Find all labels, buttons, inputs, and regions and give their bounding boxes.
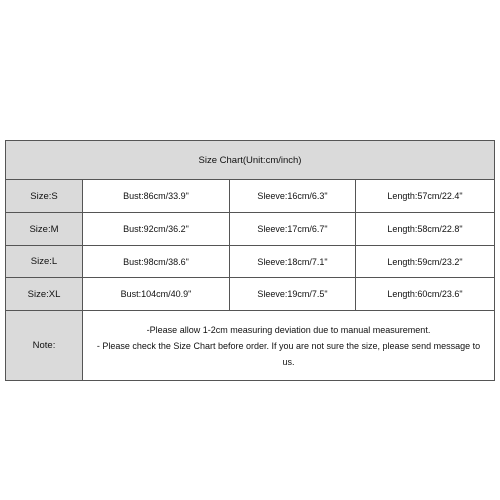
note-line: - Please check the Size Chart before order. If you are not sure the size, please send message to us. xyxy=(96,340,481,367)
length-cell: Length:59cm/23.2" xyxy=(387,256,463,267)
table-row-size-s xyxy=(6,180,494,213)
bust-cell: Bust:92cm/36.2" xyxy=(83,213,230,245)
note-text xyxy=(83,311,494,380)
table-title-text: Size Chart(Unit:cm/inch) xyxy=(198,154,302,166)
size-label: Size:M xyxy=(6,213,83,245)
table-row-size-m xyxy=(6,213,494,246)
bust-cell: Bust:86cm/33.9" xyxy=(83,180,230,212)
length-cell: Length:60cm/23.6" xyxy=(387,289,463,299)
size-label: Size:S xyxy=(6,180,83,212)
table-row-size-l xyxy=(6,246,494,278)
table-title xyxy=(6,141,494,180)
bust-cell: Bust:104cm/40.9" xyxy=(83,278,230,310)
table-row-size-xl xyxy=(6,278,494,311)
bust-cell: Bust:98cm/38.6" xyxy=(83,246,230,277)
sleeve-cell: Sleeve:18cm/7.1" xyxy=(230,246,356,277)
note-label: Note: xyxy=(6,311,83,380)
length-cell: Length:58cm/22.8" xyxy=(387,224,463,234)
table-row-note xyxy=(6,311,494,380)
length-cell: Length:57cm/22.4" xyxy=(387,191,463,201)
sleeve-cell: Sleeve:16cm/6.3" xyxy=(230,180,356,212)
size-label: Size:XL xyxy=(6,278,83,310)
size-label: Size:L xyxy=(6,246,83,277)
sleeve-cell: Sleeve:19cm/7.5" xyxy=(230,278,356,310)
size-chart-table xyxy=(5,140,495,381)
sleeve-cell: Sleeve:17cm/6.7" xyxy=(230,213,356,245)
note-line: -Please allow 1-2cm measuring deviation due to manual measurement. xyxy=(146,324,431,335)
